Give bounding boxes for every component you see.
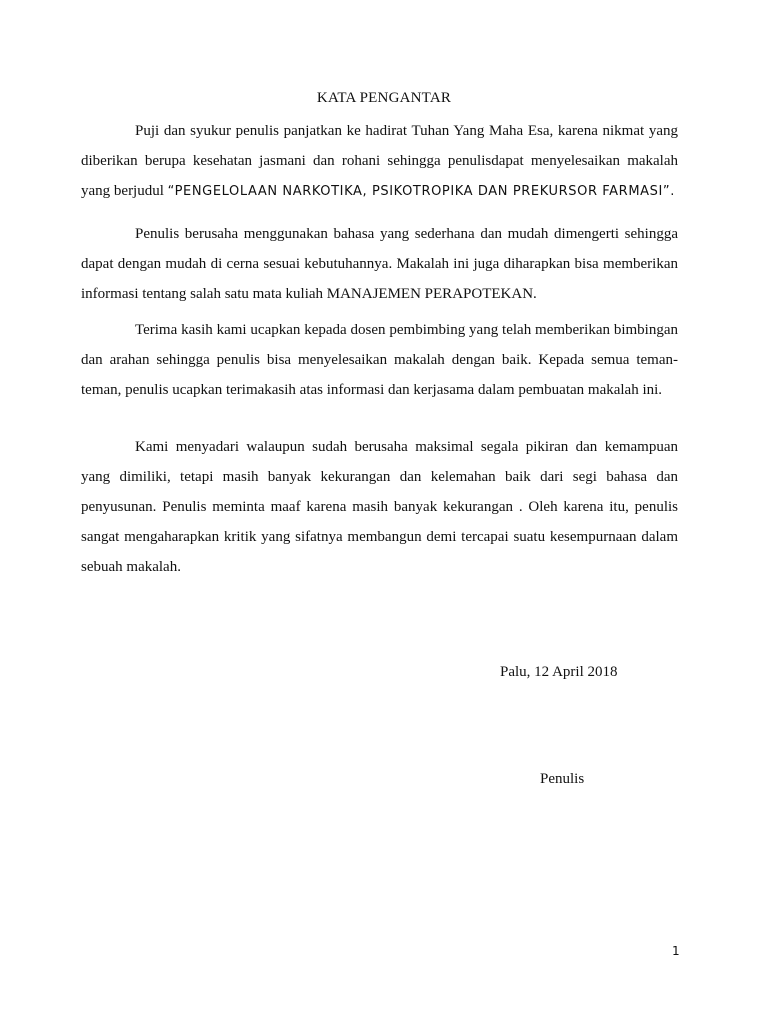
paragraph-intro: [81, 116, 678, 207]
paragraph-intro-text: Puji dan syukur penulis panjatkan ke hadirat Tuhan Yang Maha Esa, karena nikmat yang diberikan berupa kesehatan jasmani dan rohani sehingga penulisdapat menyelesaikan makalah yang berjudul: [81, 123, 678, 199]
paragraph-thanks: Terima kasih kami ucapkan kepada dosen pembimbing yang telah memberikan bimbingan dan arahan sehingga penulis bisa menyelesaikan makalah dengan baik. Kepada semua teman-teman, penulis ucapkan terimakasih atas informasi dan kerjasama dalam pembuatan makalah ini.: [81, 322, 678, 398]
place-date: Palu, 12 April 2018: [500, 664, 618, 680]
paragraph-language: Penulis berusaha menggunakan bahasa yang sederhana dan mudah dimengerti sehingga dapat dengan mudah di cerna sesuai kebutuhannya. Makalah ini juga diharapkan bisa memberikan informasi tentang salah satu mata kuliah MANAJEMEN PERAPOTEKAN.: [81, 226, 678, 302]
page-title: KATA PENGANTAR: [316, 90, 452, 106]
paper-title-quote: “PENGELOLAAN NARKOTIKA, PSIKOTROPIKA DAN PREKURSOR FARMASI”.: [167, 184, 675, 199]
page-number: 1: [672, 944, 680, 958]
signer-label: Penulis: [540, 771, 585, 787]
paragraph-closing: Kami menyadari walaupun sudah berusaha maksimal segala pikiran dan kemampuan yang dimiliki, tetapi masih banyak kekurangan dan kelemahan baik dari segi bahasa dan penyusunan. Penulis meminta maaf karena masih banyak kekurangan . Oleh karena itu, penulis sangat mengaharapkan kritik yang sifatnya membangun demi tercapai suatu kesempurnaan dalam sebuah makalah.: [81, 439, 678, 575]
